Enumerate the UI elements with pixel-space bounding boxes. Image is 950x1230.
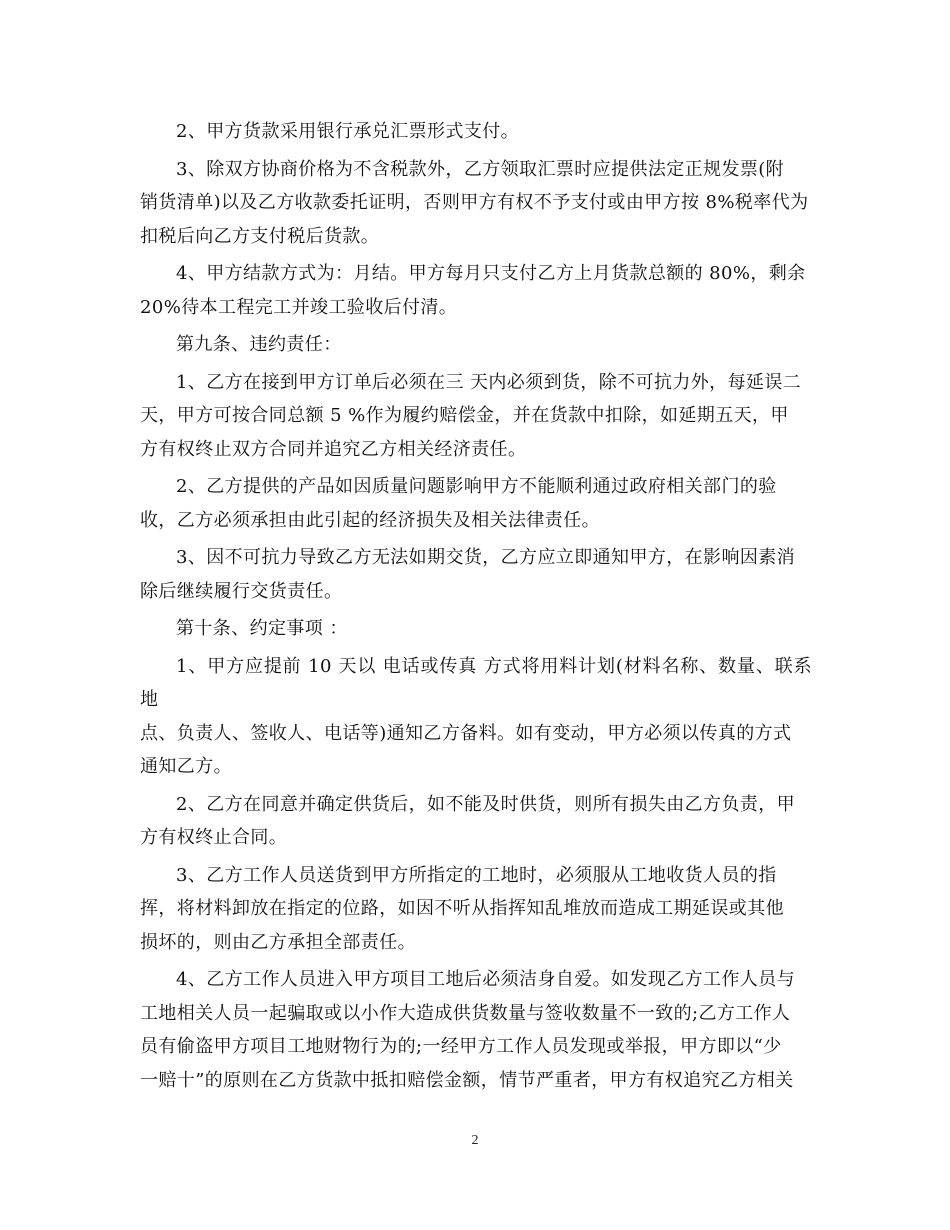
paragraph-line: 方有权终止双方合同并追究乙方相关经济责任。: [140, 438, 527, 460]
paragraph-line: 2、甲方货款采用银行承兑汇票形式支付。: [176, 121, 520, 142]
paragraph: [140, 788, 812, 855]
paragraph: [140, 115, 812, 149]
paragraph-line: 3、除双方协商价格为不含税款外，乙方领取汇票时应提供法定正规发票(附: [176, 158, 785, 180]
paragraph-line: 挥，将材料卸放在指定的位路，如因不听从指挥知乱堆放而造成工期延误或其他: [140, 898, 784, 919]
document-body: [140, 115, 812, 1101]
paragraph-line: 天，甲方可按合同总额 5 %作为履约赔偿金，并在货款中扣除，如延期五天，甲: [140, 405, 789, 426]
paragraph: [140, 328, 812, 362]
paragraph-line: 1、甲方应提前 10 天以 电话或传真 方式将用料计划(材料名称、数量、联系地: [140, 655, 812, 710]
paragraph: [140, 859, 812, 960]
paragraph-line: 4、乙方工作人员进入甲方项目工地后必须洁身自爱。如发现乙方工作人员与: [176, 969, 796, 990]
paragraph-line: 扣税后向乙方支付税后货款。: [140, 225, 380, 247]
paragraph-line: 通知乙方。: [140, 756, 232, 777]
paragraph-line: 2、乙方在同意并确定供货后，如不能及时供货，则所有损失由乙方负责，甲: [176, 793, 796, 815]
paragraph-line: 一赔十”的原则在乙方货款中抵扣赔偿金额，情节严重者，甲方有权追究乙方相关: [140, 1069, 794, 1091]
paragraph: [140, 612, 812, 646]
paragraph: [140, 153, 812, 254]
paragraph-line: 20%待本工程完工并竣工验收后付清。: [140, 296, 458, 318]
paragraph-line: 2、乙方提供的产品如因质量问题影响甲方不能顺利通过政府相关部门的验: [176, 476, 777, 497]
paragraph-line: 损坏的，则由乙方承担全部责任。: [140, 931, 416, 953]
paragraph-line: 3、乙方工作人员送货到甲方所指定的工地时，必须服从工地收货人员的指: [176, 864, 777, 886]
paragraph-line: 1、乙方在接到甲方订单后必须在三 天内必须到货，除不可抗力外，每延误二: [176, 371, 802, 393]
paragraph: [140, 257, 812, 324]
paragraph-line: 方有权终止合同。: [140, 827, 288, 848]
paragraph-line: 第九条、违约责任：: [176, 334, 342, 355]
paragraph: [140, 650, 812, 784]
paragraph: [140, 541, 812, 608]
paragraph-line: 销货清单)以及乙方收款委托证明，否则甲方有权不予支付或由甲方按 8%税率代为: [140, 192, 809, 213]
paragraph-line: 员有偷盗甲方项目工地财物行为的;一经甲方工作人员发现或举报，甲方即以“少: [140, 1036, 782, 1057]
page-number: 2: [471, 1133, 479, 1148]
paragraph-line: 除后继续履行交货责任。: [140, 580, 343, 602]
paragraph-line: 点、负责人、签收人、电话等)通知乙方备料。如有变动，甲方必须以传真的方式: [140, 722, 792, 744]
paragraph: [140, 963, 812, 1097]
paragraph: [140, 366, 812, 467]
paragraph-line: 第十条、约定事项 ：: [176, 618, 348, 639]
paragraph-line: 工地相关人员一起骗取或以小作大造成供货数量与签收数量不一致的;乙方工作人: [140, 1002, 791, 1024]
paragraph-line: 收，乙方必须承担由此引起的经济损失及相关法律责任。: [140, 509, 600, 531]
paragraph-line: 4、甲方结款方式为：月结。甲方每月只支付乙方上月货款总额的 80%，剩余: [176, 263, 806, 284]
paragraph: [140, 470, 812, 537]
paragraph-line: 3、因不可抗力导致乙方无法如期交货，乙方应立即通知甲方，在影响因素消: [176, 547, 796, 568]
